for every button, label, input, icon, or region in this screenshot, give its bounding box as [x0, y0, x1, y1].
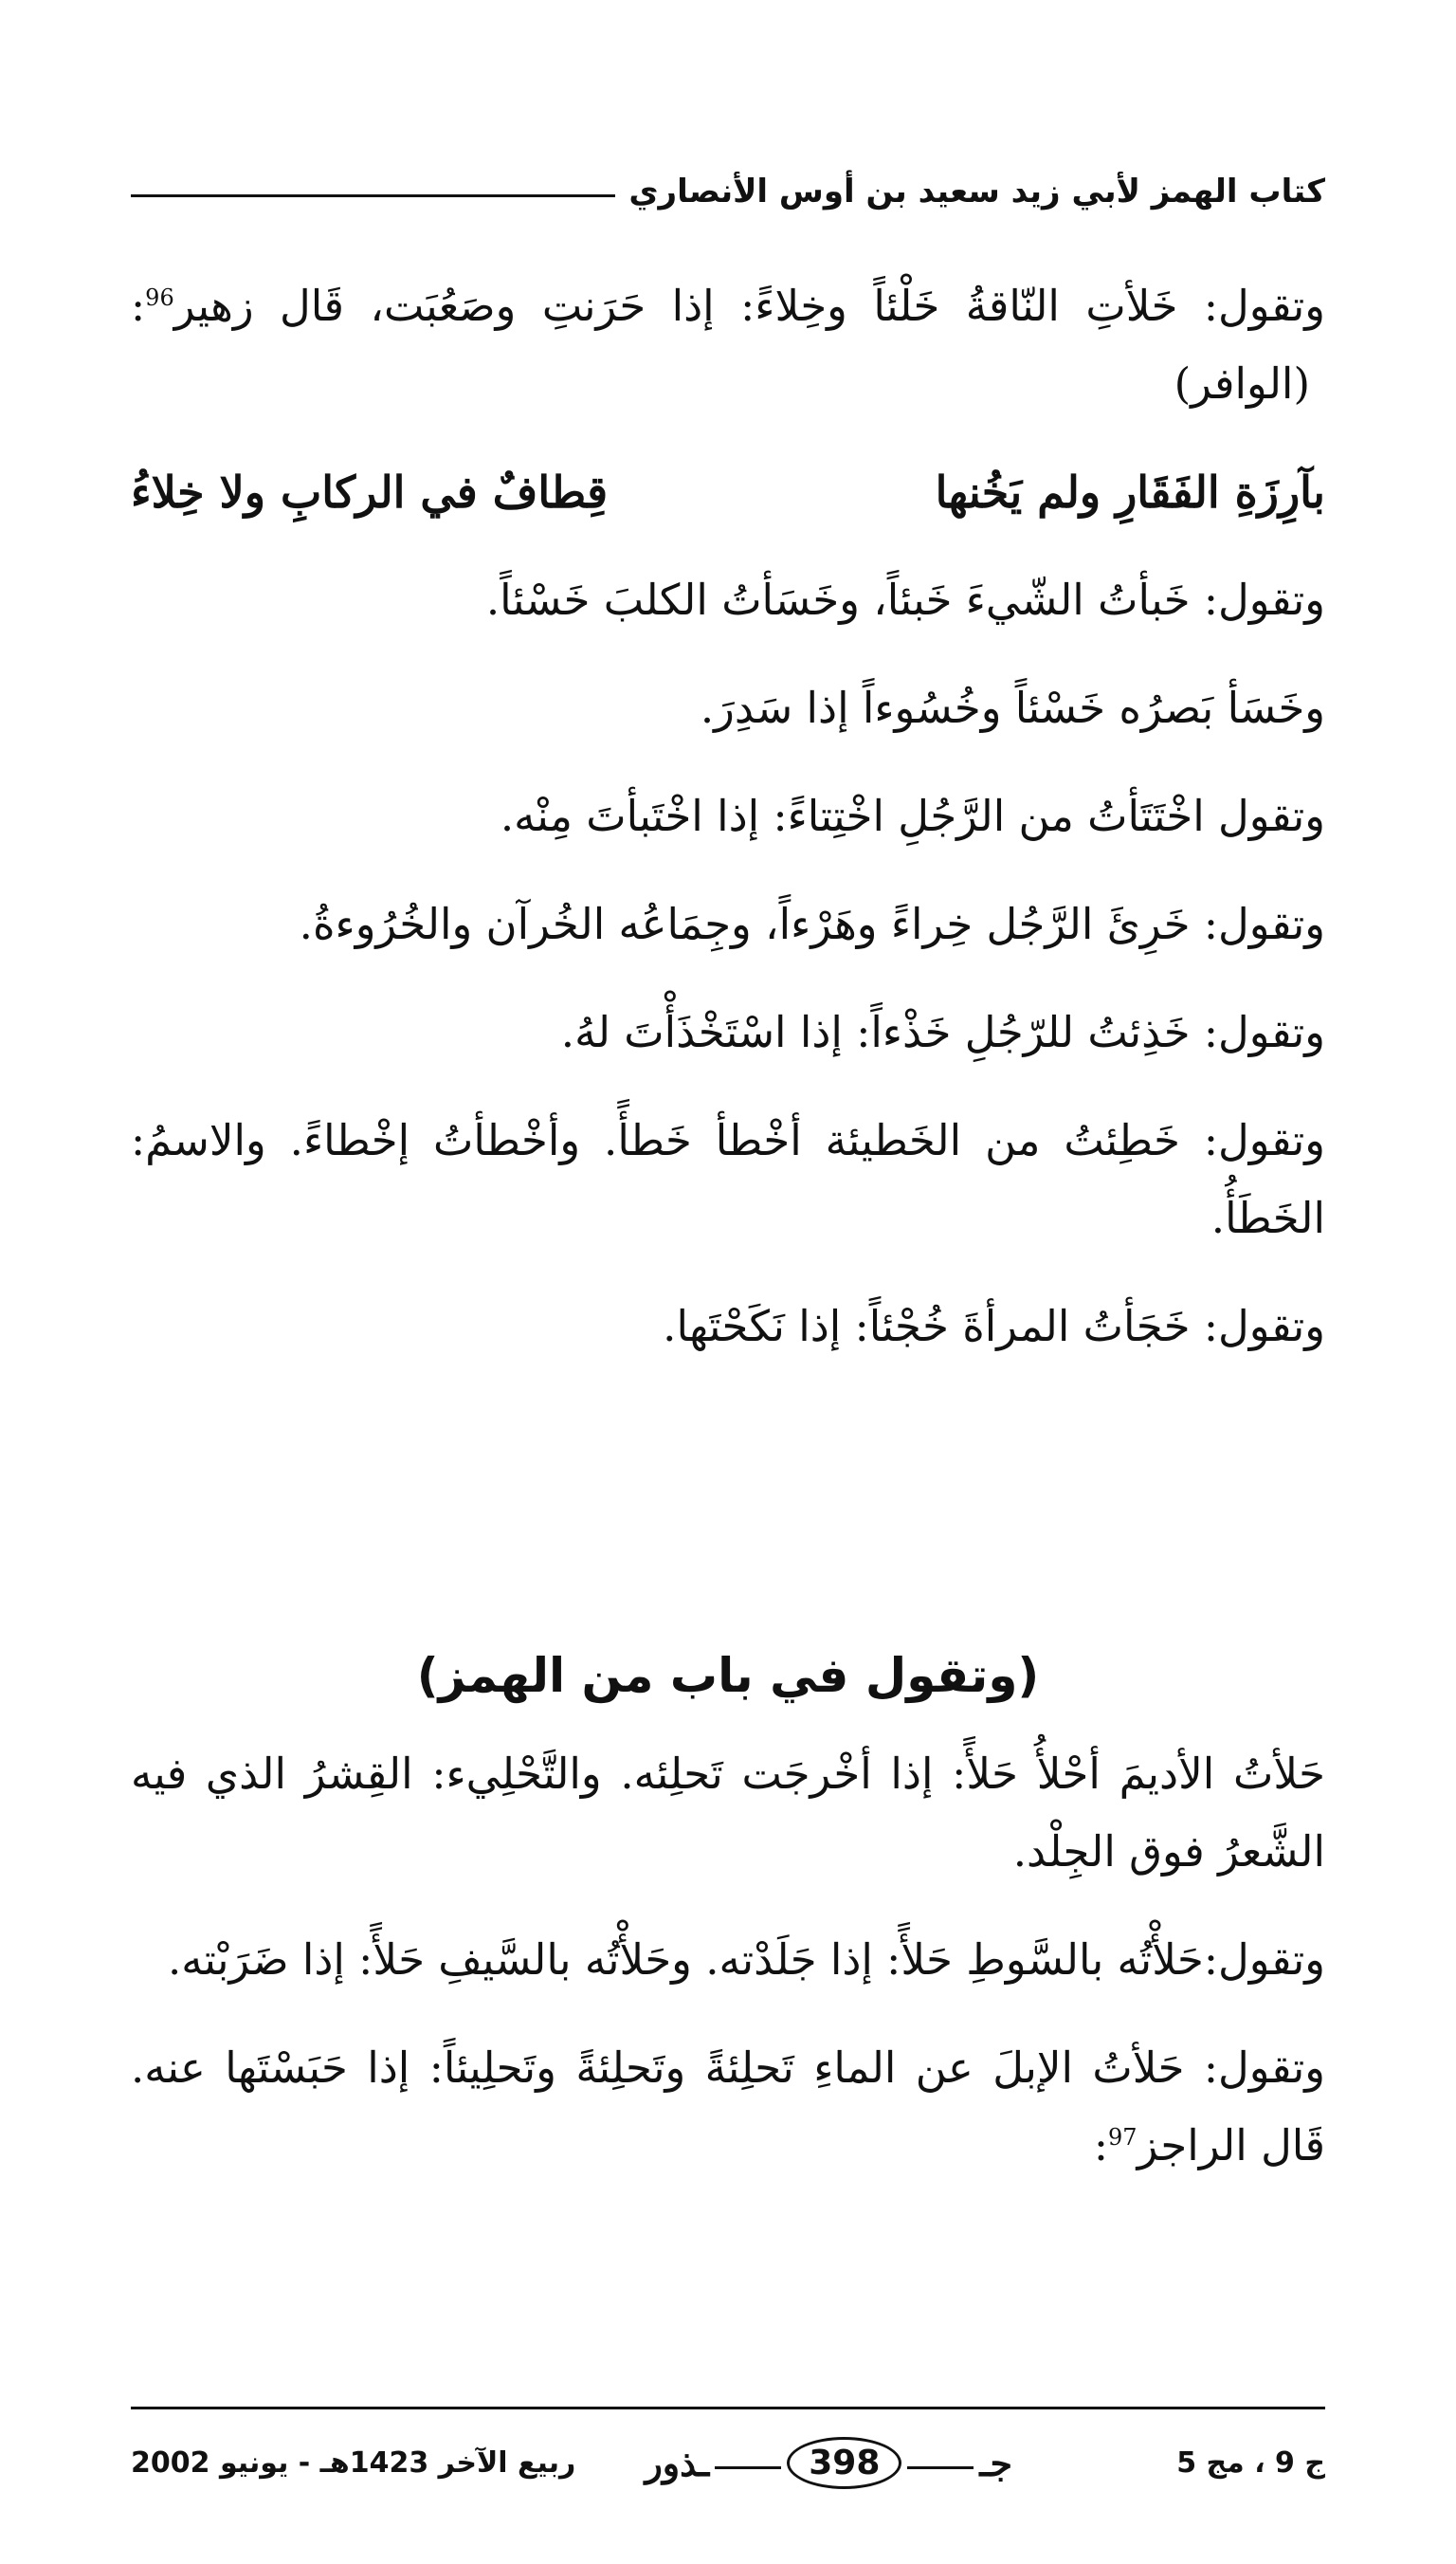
paragraph-8: وتقول: خَجَأتُ المرأةَ خُجْئاً: إذا نَكَحْتَها. — [663, 1301, 1325, 1351]
journal-name-part-2: ـذور — [645, 2442, 710, 2484]
footer-rule — [131, 2407, 1325, 2409]
section-paragraph-3-colon: : — [1093, 2120, 1109, 2170]
issue-date: ربيع الآخر 1423هـ - يونيو 2002 — [131, 2446, 576, 2480]
section-paragraph-3 — [131, 2029, 1325, 2185]
main-text — [131, 267, 1325, 1396]
verse-first-hemistich: بآرِزَةِ الفَقَارِ ولم يَخُنها — [935, 467, 1325, 518]
paragraph-3: وخَسَأ بَصرُه خَسْئاً وخُسُوءاً إذا سَدِرَ. — [700, 683, 1325, 733]
journal-kashida-rule-2 — [715, 2466, 781, 2469]
poetic-meter: (الوافر) — [1174, 358, 1310, 409]
paragraph-1 — [131, 267, 1325, 423]
paragraph-1-colon: : — [131, 281, 146, 331]
header-rule — [131, 194, 615, 197]
journal-name — [645, 2437, 1012, 2489]
paragraph-4: وتقول اخْتَتَأتُ من الرَّجُلِ اخْتِتاءً: إذا اخْتَبأتَ مِنْه. — [500, 791, 1325, 841]
footnote-ref-97: 97 — [1108, 2124, 1138, 2151]
section-text — [131, 1735, 1325, 2215]
running-header — [131, 163, 1325, 220]
paragraph-1-text: وتقول: خَلأتِ النّاقةُ خَلْئاً وخِلاءً: إذا حَرَنتِ وصَعُبَت، قَال زهير — [173, 281, 1325, 331]
paragraph-7: وتقول: خَطِئتُ من الخَطيئة أخْطأ خَطأً. وأخْطأتُ إخْطاءً. والاسمُ: الخَطَأُ. — [131, 1115, 1325, 1243]
section-paragraph-1: حَلأتُ الأديمَ أحْلأُ حَلأً: إذا أخْرجَت تَحلِئه. والتَّحْلِيء: القِشرُ الذي فيه الشَّعرُ فوق الجِلْد. — [131, 1749, 1325, 1877]
journal-name-part-1: جـ — [979, 2442, 1012, 2484]
poetry-verse — [131, 453, 1325, 531]
book-title: كتاب الهمز لأبي زيد سعيد بن أوس الأنصاري — [628, 173, 1325, 211]
paragraph-2: وتقول: خَبأتُ الشّيءَ خَبئاً، وخَسَأتُ الكلبَ خَسْئاً. — [485, 575, 1325, 625]
section-heading: (وتقول في باب من الهمز) — [416, 1648, 1040, 1703]
section-paragraph-2: وتقول:حَلأْتُه بالسَّوطِ حَلأً: إذا جَلَدْته. وحَلأْتُه بالسَّيفِ حَلأً: إذا ضَرَبْته. — [167, 1934, 1325, 1985]
paragraph-5: وتقول: خَرِئَ الرَّجُل خِراءً وهَرْءاً، وجِمَاعُه الخُرآن والخُرُوءةُ. — [299, 899, 1325, 949]
journal-kashida-rule — [907, 2466, 974, 2469]
paragraph-6: وتقول: خَذِئتُ للرّجُلِ خَذْءاً: إذا اسْتَخْذَأْتَ لهُ. — [560, 1007, 1325, 1057]
page-footer — [131, 2424, 1325, 2509]
verse-second-hemistich: قِطافٌ في الركابِ ولا خِلاءُ — [131, 467, 609, 518]
volume-issue: ج 9 ، مج 5 — [1176, 2446, 1325, 2480]
section-paragraph-3-text: وتقول: حَلأتُ الإبلَ عن الماءِ تَحلِئةً وتَحلِئةً وتَحلِيئاً: إذا حَبَسْتَها عنه. قَال الراجز — [131, 2042, 1325, 2170]
page-number: 398 — [787, 2437, 901, 2489]
footnote-ref-96: 96 — [145, 284, 174, 311]
